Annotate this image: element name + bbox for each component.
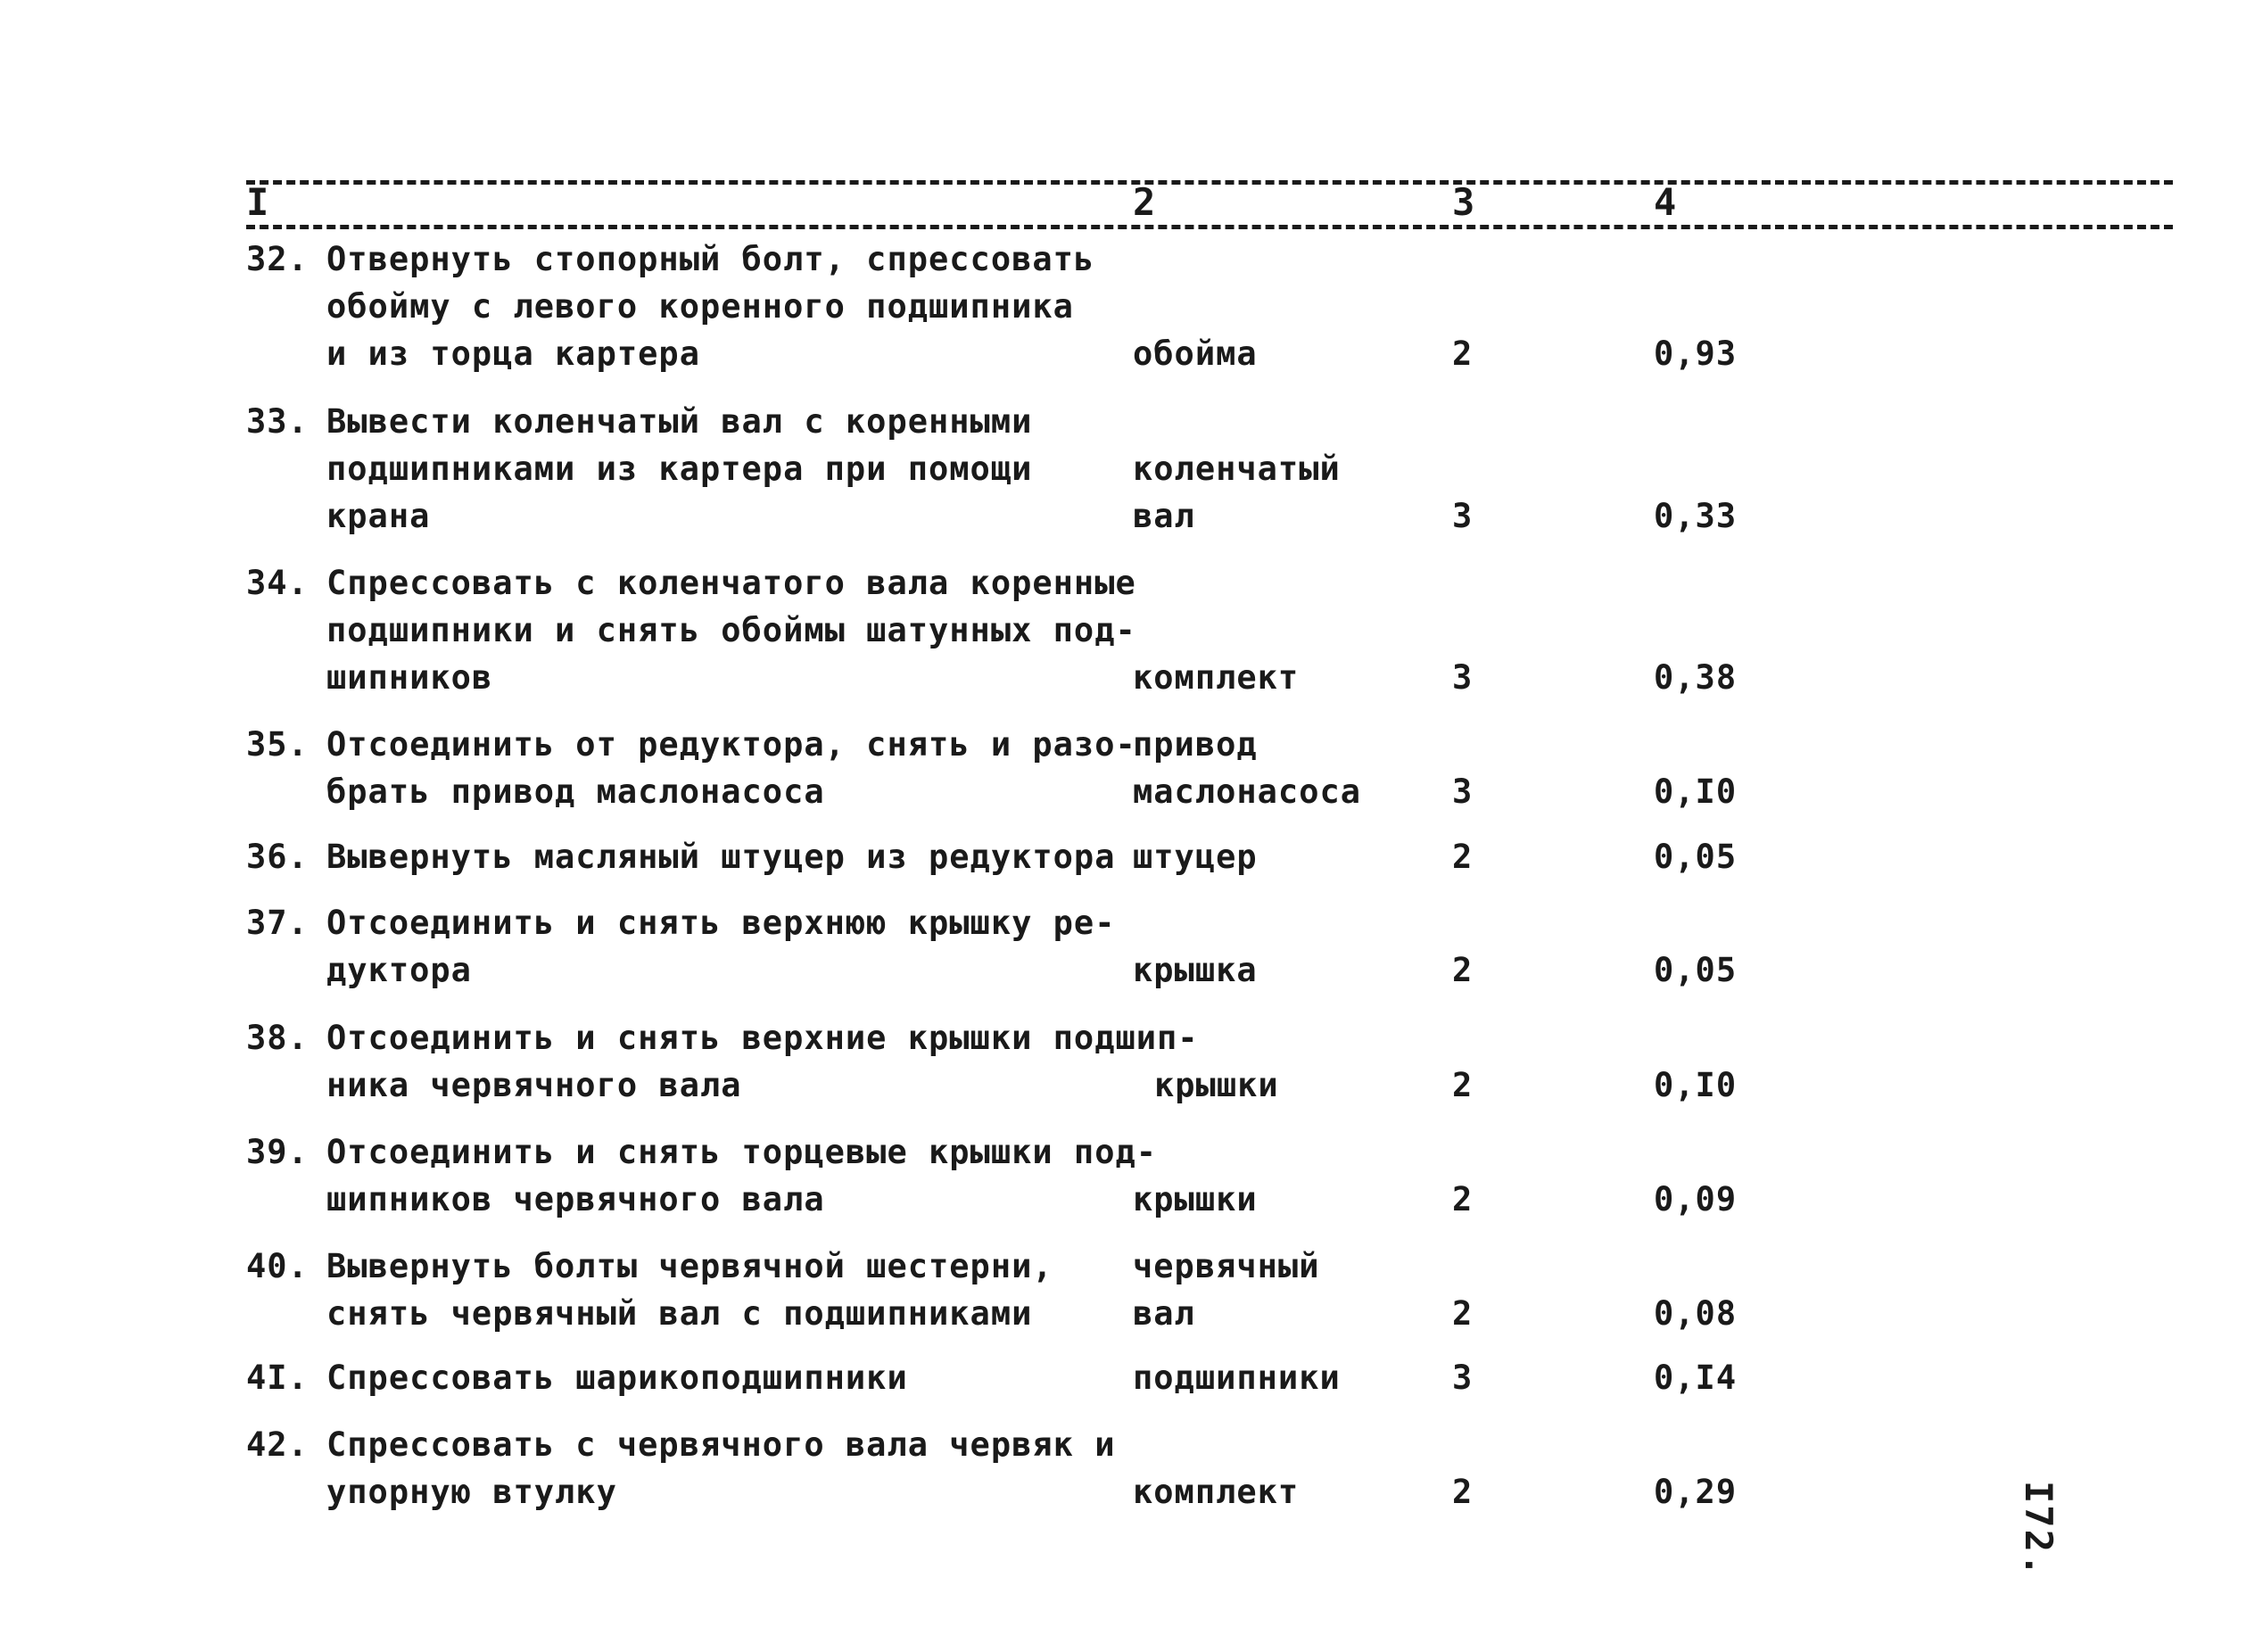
column-header-3: 3 [1452, 180, 1476, 224]
row-unit: штуцер [1133, 838, 1258, 876]
row-number: 33. [246, 402, 309, 441]
row-unit: комплект [1133, 658, 1300, 697]
row-description-line: Вывести коленчатый вал с коренными [326, 402, 1033, 441]
row-quantity: 3 [1452, 497, 1474, 535]
row-number: 36. [246, 838, 309, 876]
row-time: 0,I4 [1654, 1359, 1738, 1397]
row-time: 0,09 [1654, 1180, 1738, 1218]
row-quantity: 2 [1452, 1294, 1474, 1333]
row-number: 38. [246, 1019, 309, 1057]
row-description-line: Вывернуть масляный штуцер из редуктора [326, 838, 1116, 876]
row-unit: коленчатый [1133, 450, 1341, 488]
row-description-line: и из торца картера [326, 335, 700, 373]
row-description-line: дуктора [326, 951, 472, 989]
row-description-line: Отвернуть стопорный болт, спрессовать [326, 240, 1095, 278]
row-time: 0,38 [1654, 658, 1738, 697]
row-unit: червячный [1133, 1247, 1320, 1285]
row-description-line: подшипниками из картера при помощи [326, 450, 1033, 488]
row-number: 39. [246, 1133, 309, 1171]
row-time: 0,29 [1654, 1473, 1738, 1511]
row-number: 42. [246, 1425, 309, 1464]
row-description-line: Вывернуть болты червячной шестерни, [326, 1247, 1053, 1285]
row-description-line: подшипники и снять обоймы шатунных под- [326, 611, 1136, 649]
row-time: 0,I0 [1654, 1066, 1738, 1104]
row-unit: комплект [1133, 1473, 1300, 1511]
row-description-line: крана [326, 497, 431, 535]
row-unit: вал [1133, 1294, 1195, 1333]
row-time: 0,I0 [1654, 772, 1738, 811]
row-description-line: Спрессовать шарикоподшипники [326, 1359, 908, 1397]
row-description-line: Отсоединить и снять верхнюю крышку ре- [326, 904, 1116, 942]
row-quantity: 2 [1452, 1473, 1474, 1511]
row-description-line: обойму с левого коренного подшипника [326, 287, 1074, 326]
row-unit: крышки [1154, 1066, 1279, 1104]
row-time: 0,33 [1654, 497, 1738, 535]
row-quantity: 3 [1452, 658, 1474, 697]
row-description-line: Спрессовать с коленчатого вала коренные [326, 564, 1136, 602]
row-description-line: снять червячный вал с подшипниками [326, 1294, 1033, 1333]
row-number: 35. [246, 725, 309, 764]
row-unit: вал [1133, 497, 1195, 535]
row-number: 32. [246, 240, 309, 278]
row-unit: крышки [1133, 1180, 1258, 1218]
column-header-2: 2 [1133, 180, 1157, 224]
row-number: 37. [246, 904, 309, 942]
row-description-line: Отсоединить от редуктора, снять и разо- [326, 725, 1136, 764]
row-quantity: 2 [1452, 1066, 1474, 1104]
row-number: 40. [246, 1247, 309, 1285]
row-unit: подшипники [1133, 1359, 1341, 1397]
row-description-line: Отсоединить и снять верхние крышки подшип- [326, 1019, 1199, 1057]
page-number: I72. [2017, 1481, 2060, 1579]
row-description-line: брать привод маслонасоса [326, 772, 825, 811]
row-number: 34. [246, 564, 309, 602]
row-quantity: 3 [1452, 772, 1474, 811]
row-number: 4I. [246, 1359, 309, 1397]
row-time: 0,05 [1654, 951, 1738, 989]
row-description-line: шипников червячного вала [326, 1180, 825, 1218]
row-quantity: 2 [1452, 1180, 1474, 1218]
row-description-line: шипников [326, 658, 493, 697]
row-unit: маслонасоса [1133, 772, 1362, 811]
row-quantity: 2 [1452, 335, 1474, 373]
column-header-4: 4 [1654, 180, 1678, 224]
header-bottom-rule [246, 225, 2173, 229]
row-description-line: упорную втулку [326, 1473, 617, 1511]
row-description-line: Отсоединить и снять торцевые крышки под- [326, 1133, 1158, 1171]
row-description-line: ника червячного вала [326, 1066, 742, 1104]
row-quantity: 3 [1452, 1359, 1474, 1397]
column-header-1: I [246, 180, 270, 224]
row-unit: обойма [1133, 335, 1258, 373]
row-unit: крышка [1133, 951, 1258, 989]
header-top-rule [246, 180, 2173, 185]
row-quantity: 2 [1452, 951, 1474, 989]
row-description-line: Спрессовать с червячного вала червяк и [326, 1425, 1116, 1464]
row-quantity: 2 [1452, 838, 1474, 876]
row-unit: привод [1133, 725, 1258, 764]
row-time: 0,05 [1654, 838, 1738, 876]
row-time: 0,08 [1654, 1294, 1738, 1333]
row-time: 0,93 [1654, 335, 1738, 373]
